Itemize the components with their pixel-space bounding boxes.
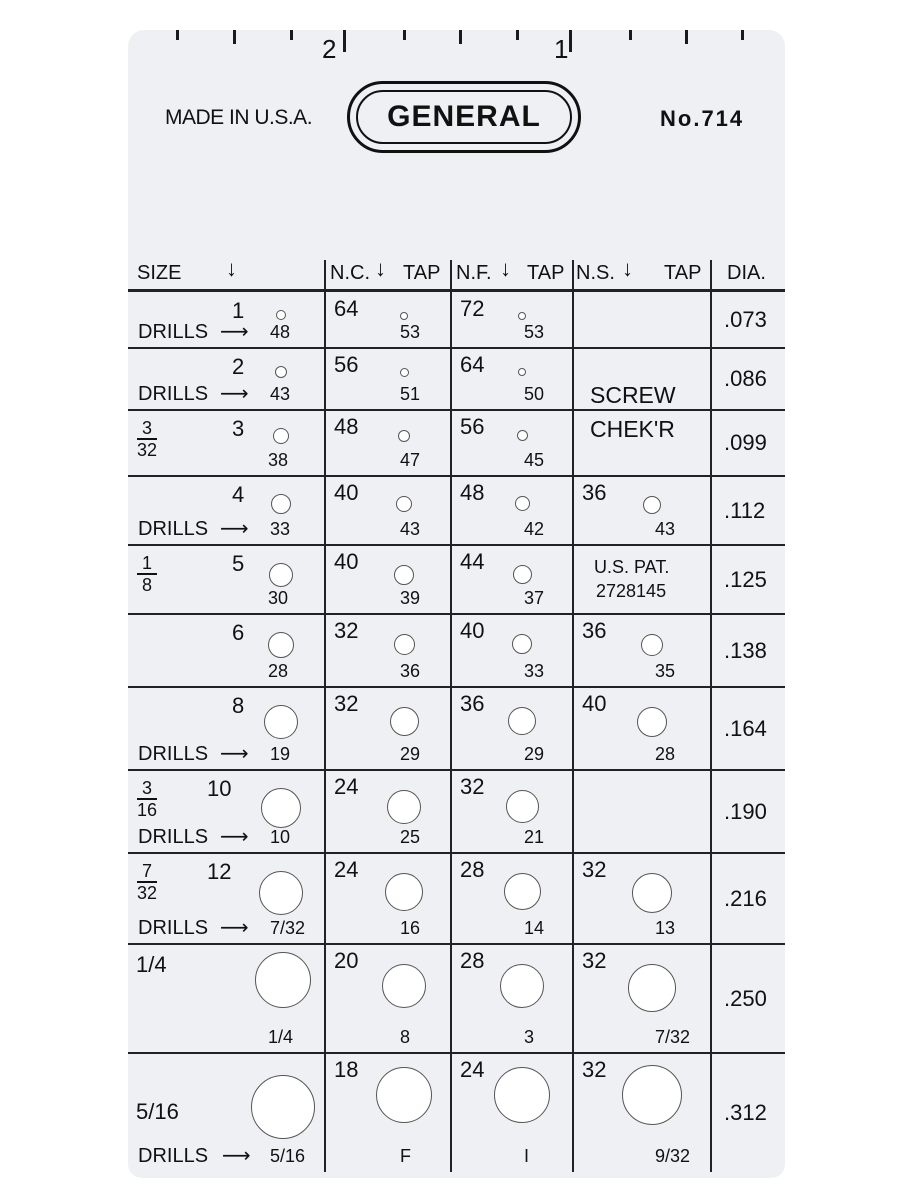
nc-hole — [390, 707, 419, 736]
ruler-label-1: 1 — [554, 34, 569, 64]
right-arrow-icon: ⟶ — [220, 383, 249, 405]
right-arrow-icon: ⟶ — [222, 1145, 251, 1167]
drill-size: 5/16 — [270, 1146, 306, 1166]
nf-hole — [506, 790, 539, 823]
size-hole — [255, 952, 311, 1008]
nf-tap-drill: 45 — [524, 450, 545, 470]
right-arrow-icon: ⟶ — [220, 743, 249, 765]
drill-size: 38 — [268, 450, 289, 470]
ns-tap-drill: 13 — [655, 918, 676, 938]
diameter-value: .073 — [724, 307, 767, 332]
col-ns: N.S. — [576, 262, 615, 284]
nc-hole — [396, 496, 412, 512]
size-fraction — [137, 553, 157, 595]
column-divider — [450, 260, 452, 1172]
fraction-numerator: 3 — [137, 778, 157, 800]
nc-tap-drill: 36 — [400, 661, 421, 681]
size-label: 5/16 — [136, 1099, 179, 1124]
nf-tap-drill: 37 — [524, 588, 545, 608]
drill-size: 28 — [268, 661, 289, 681]
ns-tap-drill: 28 — [655, 744, 676, 764]
ns-hole — [628, 964, 676, 1012]
chekr-label: CHEK'R — [590, 416, 675, 442]
row-divider — [128, 544, 785, 546]
nf-pitch: 28 — [460, 857, 485, 882]
ns-tap-drill: 43 — [655, 519, 676, 539]
nc-pitch: 20 — [334, 948, 359, 973]
col-dia: DIA. — [727, 262, 766, 284]
right-arrow-icon: ⟶ — [220, 518, 249, 540]
nf-tap-drill: 33 — [524, 661, 545, 681]
drills-label: DRILLS — [138, 321, 209, 343]
nf-pitch: 24 — [460, 1057, 485, 1082]
size-label: 8 — [232, 693, 245, 718]
nf-pitch: 44 — [460, 549, 485, 574]
col-nf-tap: TAP — [527, 262, 565, 284]
nc-hole — [400, 368, 409, 377]
ruler-label-2: 2 — [322, 34, 337, 64]
col-size: SIZE — [137, 262, 182, 284]
right-arrow-icon: ⟶ — [220, 917, 249, 939]
size-hole — [275, 366, 287, 378]
nf-tap-drill: 3 — [524, 1027, 535, 1047]
nc-hole — [385, 873, 423, 911]
nc-pitch: 24 — [334, 774, 359, 799]
diameter-value: .086 — [724, 366, 767, 391]
fraction-numerator: 3 — [137, 418, 157, 440]
nc-pitch: 48 — [334, 414, 359, 439]
size-label: 10 — [207, 776, 232, 801]
diameter-value: .250 — [724, 985, 767, 1011]
column-divider — [324, 260, 326, 1172]
drill-size: 30 — [268, 588, 289, 608]
nf-pitch: 56 — [460, 414, 485, 439]
ns-pitch: 36 — [582, 480, 607, 505]
fraction-denominator: 32 — [137, 440, 158, 460]
nf-tap-drill: 29 — [524, 744, 545, 764]
size-hole — [261, 788, 301, 828]
size-hole — [273, 428, 289, 444]
nc-hole — [382, 964, 426, 1008]
row-divider — [128, 769, 785, 771]
nf-pitch: 36 — [460, 691, 485, 716]
size-hole — [269, 563, 293, 587]
nf-tap-drill: 50 — [524, 384, 545, 404]
size-label: 2 — [232, 354, 245, 379]
col-nf: N.F. — [456, 262, 492, 284]
brand-name: GENERAL — [356, 90, 572, 144]
row-divider — [128, 475, 785, 477]
nf-tap-drill: 21 — [524, 827, 545, 847]
row-divider — [128, 852, 785, 854]
ns-pitch: 40 — [582, 691, 607, 716]
nc-tap-drill: 43 — [400, 519, 421, 539]
drill-size: 10 — [270, 827, 291, 847]
nc-hole — [394, 634, 415, 655]
size-hole — [264, 705, 298, 739]
nc-tap-drill: 16 — [400, 918, 421, 938]
ns-tap-drill: 9/32 — [655, 1146, 691, 1166]
drill-size: 7/32 — [270, 918, 306, 938]
nf-pitch: 64 — [460, 352, 485, 377]
ns-pitch: 32 — [582, 1057, 607, 1082]
nc-pitch: 40 — [334, 480, 359, 505]
nf-tap-drill: I — [524, 1146, 530, 1166]
nf-pitch: 40 — [460, 618, 485, 643]
col-nc: N.C. — [330, 262, 370, 284]
diameter-value: .125 — [724, 566, 767, 592]
nf-hole — [494, 1067, 550, 1123]
drills-label: DRILLS — [138, 826, 209, 848]
ns-pitch: 32 — [582, 948, 607, 973]
nf-hole — [508, 707, 536, 735]
nf-tap-drill: 53 — [524, 322, 545, 342]
nc-tap-drill: 29 — [400, 744, 421, 764]
fraction-numerator: 1 — [137, 553, 157, 575]
nf-pitch: 32 — [460, 774, 485, 799]
size-fraction — [137, 861, 157, 903]
size-hole — [271, 494, 291, 514]
fraction-denominator: 8 — [141, 575, 152, 595]
row-divider — [128, 686, 785, 688]
diameter-value: .099 — [724, 430, 767, 455]
ns-pitch: 32 — [582, 857, 607, 882]
patent-number: 2728145 — [596, 581, 667, 601]
size-label: 4 — [232, 482, 245, 507]
size-label: 1 — [232, 298, 245, 323]
row-divider — [128, 613, 785, 615]
ns-hole — [641, 634, 663, 656]
down-arrow-icon: ↓ — [500, 256, 511, 281]
nc-hole — [394, 565, 414, 585]
nf-hole — [500, 964, 544, 1008]
model-number: No.714 — [660, 106, 745, 131]
nf-hole — [517, 430, 528, 441]
row-divider — [128, 409, 785, 411]
nf-hole — [513, 565, 532, 584]
nf-tap-drill: 42 — [524, 519, 545, 539]
col-nc-tap: TAP — [403, 262, 441, 284]
nf-hole — [512, 634, 532, 654]
nf-hole — [518, 312, 526, 320]
diameter-value: .216 — [724, 885, 767, 911]
row-divider — [128, 943, 785, 945]
ns-tap-drill: 7/32 — [655, 1027, 691, 1047]
size-hole — [251, 1075, 315, 1139]
nc-tap-drill: 8 — [400, 1027, 411, 1047]
drills-label: DRILLS — [138, 743, 209, 765]
size-label: 1/4 — [136, 952, 167, 977]
drill-size: 1/4 — [268, 1027, 294, 1047]
drill-size: 19 — [270, 744, 291, 764]
drills-label: DRILLS — [138, 917, 209, 939]
nc-tap-drill: 47 — [400, 450, 421, 470]
nc-tap-drill: 51 — [400, 384, 421, 404]
ns-hole — [643, 496, 661, 514]
nc-pitch: 18 — [334, 1057, 359, 1082]
nf-tap-drill: 14 — [524, 918, 545, 938]
nc-hole — [387, 790, 421, 824]
size-label: 5 — [232, 551, 245, 576]
diameter-value: .312 — [724, 1099, 767, 1125]
nc-tap-drill: 25 — [400, 827, 421, 847]
header-divider — [128, 289, 785, 292]
nc-pitch: 40 — [334, 549, 359, 574]
nf-hole — [515, 496, 530, 511]
nc-pitch: 32 — [334, 691, 359, 716]
ns-pitch: 36 — [582, 618, 607, 643]
drill-size: 33 — [270, 519, 291, 539]
nf-pitch: 28 — [460, 948, 485, 973]
size-label: 3 — [232, 416, 245, 441]
nc-hole — [400, 312, 408, 320]
size-label: 6 — [232, 620, 245, 645]
nc-hole — [376, 1067, 432, 1123]
nf-pitch: 48 — [460, 480, 485, 505]
nc-pitch: 56 — [334, 352, 359, 377]
size-fraction — [137, 778, 157, 820]
column-divider — [710, 260, 712, 1172]
down-arrow-icon: ↓ — [226, 256, 237, 281]
drills-label: DRILLS — [138, 1145, 209, 1167]
diameter-value: .138 — [724, 637, 767, 663]
size-fraction — [137, 418, 157, 460]
screw-checker-card — [128, 30, 785, 1178]
nc-pitch: 24 — [334, 857, 359, 882]
nc-tap-drill: 39 — [400, 588, 421, 608]
down-arrow-icon: ↓ — [375, 256, 386, 281]
nc-pitch: 64 — [334, 296, 359, 321]
ns-hole — [622, 1065, 682, 1125]
right-arrow-icon: ⟶ — [220, 321, 249, 343]
row-divider — [128, 1052, 785, 1054]
right-arrow-icon: ⟶ — [220, 826, 249, 848]
nc-hole — [398, 430, 410, 442]
nf-hole — [504, 873, 541, 910]
drill-size: 48 — [270, 322, 291, 342]
fraction-numerator: 7 — [137, 861, 157, 883]
diameter-value: .190 — [724, 798, 767, 824]
row-divider — [128, 347, 785, 349]
nf-pitch: 72 — [460, 296, 485, 321]
nc-tap-drill: F — [400, 1146, 411, 1166]
down-arrow-icon: ↓ — [622, 256, 633, 281]
ns-tap-drill: 35 — [655, 661, 676, 681]
size-hole — [268, 632, 294, 658]
patent-label: U.S. PAT. — [594, 557, 670, 577]
diameter-value: .164 — [724, 715, 767, 741]
screw-label: SCREW — [590, 382, 676, 408]
size-hole — [259, 871, 303, 915]
col-ns-tap: TAP — [664, 262, 702, 284]
drills-label: DRILLS — [138, 383, 209, 405]
size-hole — [276, 310, 286, 320]
fraction-denominator: 16 — [137, 800, 158, 820]
drills-label: DRILLS — [138, 518, 209, 540]
ns-hole — [637, 707, 667, 737]
nf-hole — [518, 368, 526, 376]
size-label: 12 — [207, 859, 232, 884]
ns-hole — [632, 873, 672, 913]
nc-tap-drill: 53 — [400, 322, 421, 342]
drill-size: 43 — [270, 384, 291, 404]
fraction-denominator: 32 — [137, 883, 158, 903]
made-in-label: MADE IN U.S.A. — [165, 106, 313, 129]
diameter-value: .112 — [724, 497, 766, 523]
nc-pitch: 32 — [334, 618, 359, 643]
column-divider — [572, 260, 574, 1172]
brand-logo — [347, 81, 581, 153]
